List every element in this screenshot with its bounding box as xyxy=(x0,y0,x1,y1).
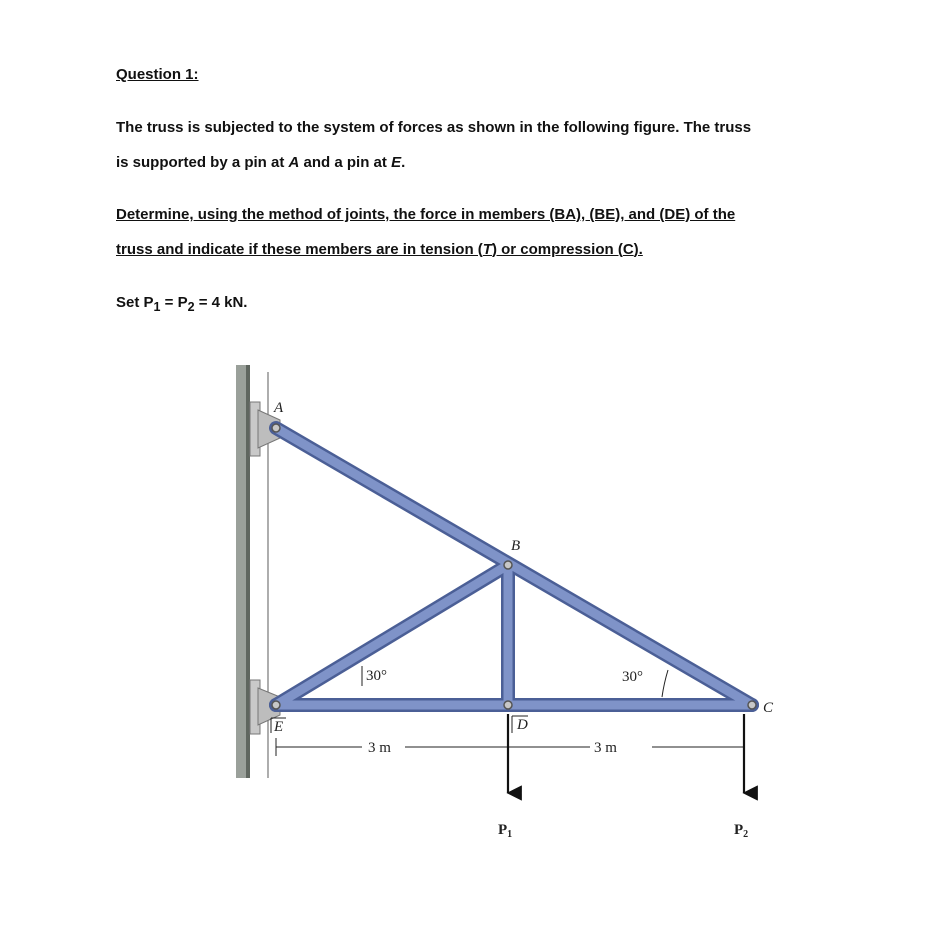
joint-d-pin xyxy=(504,701,512,709)
problem-statement-line-2: is supported by a pin at A and a pin at E. xyxy=(116,154,406,171)
joint-label-b: B xyxy=(511,538,521,554)
dimension-lines xyxy=(276,738,744,756)
joint-label-d: D xyxy=(517,717,528,733)
dimension-label-left: 3 m xyxy=(368,740,391,756)
angle-arc-right xyxy=(662,670,668,697)
joint-c-pin xyxy=(748,701,756,709)
member-be xyxy=(276,565,508,705)
given-values: Set $P_1 = P_2 = 4$ kN. xyxy=(116,294,248,314)
load-label-p1: $P_1$ xyxy=(498,822,513,840)
joint-a-pin xyxy=(272,424,280,432)
task-statement-line-2: truss and indicate if these members are in tension (T) or compression (C). xyxy=(116,241,643,258)
problem-statement-line-1: The truss is subjected to the system of forces as shown in the following figure. The truss xyxy=(116,119,752,136)
dimension-label-right: 3 m xyxy=(594,740,617,756)
joint-label-a: A xyxy=(274,400,284,416)
joint-b-pin xyxy=(504,561,512,569)
angle-label-right: 30° xyxy=(622,669,643,685)
angle-label-left: 30° xyxy=(366,668,387,684)
joint-label-e: E xyxy=(274,719,284,735)
task-statement-line-1: Determine, using the method of joints, the force in members (BA), (BE), and (DE) of the xyxy=(116,206,736,223)
joint-e-pin xyxy=(272,701,280,709)
load-label-p2: $P_2$ xyxy=(734,822,749,840)
joint-label-c: C xyxy=(763,700,774,716)
question-heading: Question 1: xyxy=(116,66,199,83)
